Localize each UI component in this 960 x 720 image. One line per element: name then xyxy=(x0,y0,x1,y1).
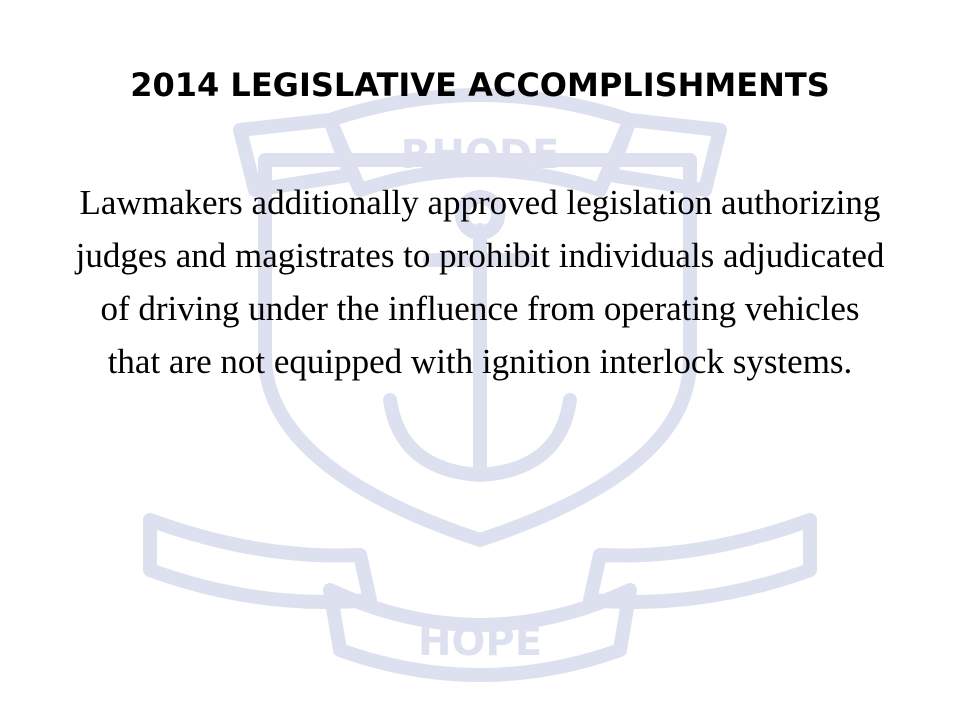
slide-body-text: Lawmakers additionally approved legislation authorizing judges and magistrates to prohibit individuals adjudicated of driving under the influence from operating vehicles that are not equipped with ignition interlock systems. xyxy=(75,183,885,381)
svg-text:HOPE: HOPE xyxy=(417,619,543,665)
slide-title: 2014 LEGISLATIVE ACCOMPLISHMENTS xyxy=(130,66,830,104)
svg-text:RHODE: RHODE xyxy=(400,132,560,178)
